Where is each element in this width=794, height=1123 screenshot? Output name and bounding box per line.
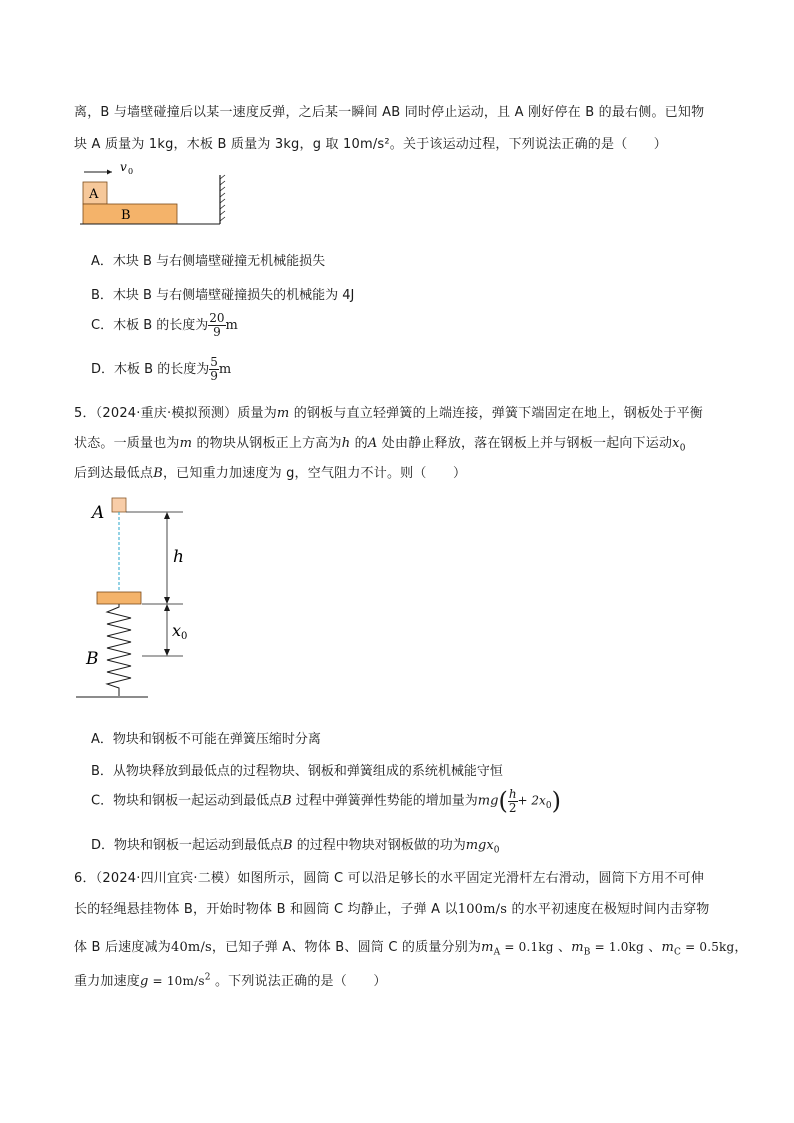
q5-option-c: C．物块和钢板一起运动到最低点B 过程中弹簧弹性势能的增加量为mg( $\frac{h}{2}$ + $2x_0$): [91, 786, 561, 815]
q4-option-a: A．木块 B 与右侧墙壁碰撞无机械能损失: [91, 254, 326, 269]
q4-text-line-2: 块 A 质量为 1kg，木板 B 质量为 3kg，g 取 10m/s²。关于该运动过程，下列说法正确的是（ ）: [74, 137, 667, 152]
q5-block-a: [112, 498, 126, 512]
q4-option-c: C．木板 B 的长度为 $\frac{20}{9}$ m: [91, 311, 238, 339]
q5-steel-plate: [97, 592, 141, 604]
q5-label-x-subscript: 0: [181, 631, 188, 642]
q5-option-d: D．物块和钢板一起运动到最低点B 的过程中物块对钢板做的功为mgx$_0$: [91, 838, 500, 856]
q4-option-c-fraction: $\frac{20}{9}$: [209, 311, 225, 339]
q6-text-line-3: 体 B 后速度减为40m/s，已知子弹 A、物体 B、圆筒 C 的质量分别为$m_A = 0.1kg$ 、$m_B = 1.0kg$ 、$m_C = 0.5kg$，: [74, 940, 748, 958]
q5-spring: [107, 604, 131, 696]
q5-text-line-2: 状态。一质量也为m 的物块从钢板正上方高为h 的A 处由静止释放，落在钢板上并与钢板一起向下运动$x_0$: [74, 436, 686, 454]
q4-block-a-label: A: [89, 187, 99, 202]
q4-velocity-subscript: 0: [128, 167, 134, 176]
q4-text-line-1: 离，B 与墙壁碰撞后以某一速度反弹，之后某一瞬间 AB 同时停止运动，且 A 刚好停在 B 的最右侧。已知物: [74, 105, 705, 120]
q4-figure: [78, 160, 238, 228]
q5-label-x: x: [172, 621, 182, 640]
q6-text-line-1: 6．（2024·四川宜宾·二模）如图所示，圆筒 C 可以沿足够长的水平固定光滑杆左右滑动，圆筒下方用不可伸: [74, 871, 705, 886]
q4-option-d-fraction: $\frac{5}{9}$: [210, 355, 218, 383]
q5-text-line-1: 5．（2024·重庆·模拟预测）质量为m 的钢板与直立轻弹簧的上端连接，弹簧下端固定在地上，钢板处于平衡: [74, 406, 703, 421]
q6-text-line-4: 重力加速度$g = 10m/s^2$ 。下列说法正确的是（ ）: [74, 972, 387, 989]
q4-velocity-label: v: [120, 160, 127, 174]
q4-wall-hatch: [220, 175, 225, 221]
q4-board-b-label: B: [121, 208, 131, 223]
q5-option-a: A．物块和钢板不可能在弹簧压缩时分离: [91, 732, 321, 747]
q6-text-line-2: 长的轻绳悬挂物体 B，开始时物体 B 和圆筒 C 均静止，子弹 A 以100m/s 的水平初速度在极短时间内击穿物: [74, 902, 710, 917]
q5-label-b: B: [86, 649, 99, 669]
q4-option-b: B．木块 B 与右侧墙壁碰撞损失的机械能为 4J: [91, 288, 355, 303]
q5-figure: [76, 492, 216, 702]
q5-label-h: h: [173, 547, 184, 567]
q4-option-d: D．木板 B 的长度为 $\frac{5}{9}$ m: [91, 355, 232, 383]
q5-option-b: B．从物块释放到最低点的过程物块、钢板和弹簧组成的系统机械能守恒: [91, 764, 503, 779]
q5-option-c-fraction: $\frac{h}{2}$: [508, 786, 517, 815]
q5-label-a: A: [92, 503, 105, 523]
q5-text-line-3: 后到达最低点B，已知重力加速度为 g，空气阻力不计。则（ ）: [74, 466, 467, 481]
